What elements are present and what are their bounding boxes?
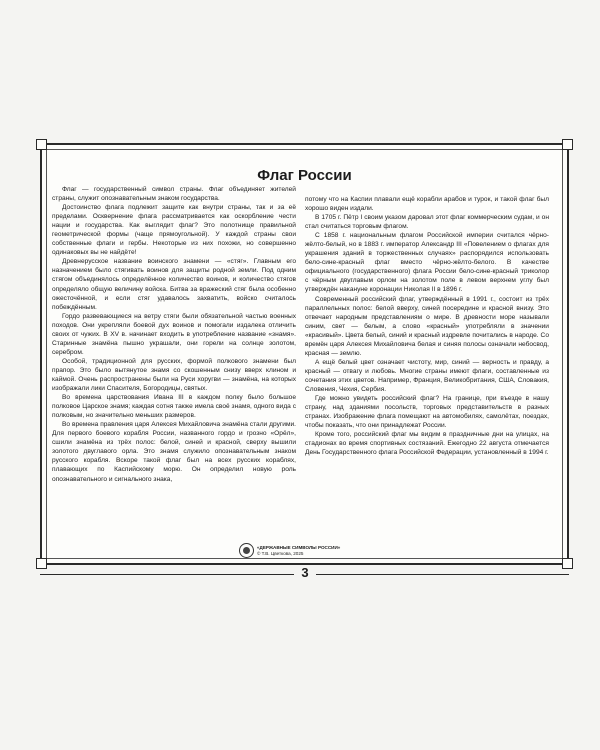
paragraph: В 1705 г. Пётр I своим указом даровал этот флаг коммерческим судам, и он стал считаться торговым флагом.: [305, 214, 549, 231]
publisher-logo-icon: [239, 543, 254, 558]
paragraph: А ещё белый цвет означает чистоту, мир, синий — верность и правду, а красный — отвагу и любовь. Многие страны имеют флаги, составленные из сочетания этих цветов. Например, Франция, Великобритания, США, Словакия, Словения, Чехия, Сербия.: [305, 358, 549, 393]
paragraph: Гордо развевающиеся на ветру стяги были обязательной частью военных походов. Они укрепляли боевой дух воинов и помогали издалека отличить своих от чужих. В XV в. начинает входить в употребление название «знамя». Старинные знамёна пышно украшали, они горели на солнце золотом, серебром.: [52, 312, 296, 356]
frame-corner-ornament: [36, 558, 47, 569]
paragraph: Кроме того, российский флаг мы видим в праздничные дни на улицах, на стадионах во время спортивных состязаний. Ежегодно 22 августа отмечается День Государственного флага Российской Федерации, установленный в 1994 г.: [305, 431, 549, 457]
left-column: [52, 185, 296, 484]
paragraph: Флаг — государственный символ страны. Флаг объединяет жителей страны, служит опознавательным знаком государства.: [52, 186, 296, 203]
paragraph: потому что на Каспии плавали ещё корабли арабов и турок, и такой флаг был хорошо виден издали.: [305, 196, 549, 213]
right-column: [305, 195, 549, 457]
paragraph: Достоинство флага подлежит защите как внутри страны, так и за её пределами. Осквернение флага рассматривается как оскорбление чести нации и государства. Как выглядит флаг? Это полотнище правильной геометрической формы (чаще прямоугольной). У каждой страны свои собственные флаги и гербы. Некоторые из них похожи, но совершенно одинаковых вы не найдёте!: [52, 204, 296, 257]
series-title: «ДЕРЖАВНЫЕ СИМВОЛЫ РОССИИ»: [257, 544, 341, 550]
paragraph: Во времена правления царя Алексея Михайловича знамёна стали другими. Для первого боевого корабля России, названного гордо и грозно «Орёл», сшили знамёна из трёх полос: белой, синей и красной, сверху вышили золотого двуглавого орла. Это знамя служило опознавательным знаком русского корабля. Вскоре такой флаг был на всех русских кораблях, плавающих по Каспийскому морю. Он определил новую роль опознавательного и сигнального знака,: [52, 421, 296, 483]
paragraph: Где можно увидеть российский флаг? На границе, при въезде в нашу страну, над зданиями посольств, торговых представительств в разных странах. Изображение флага помещают на автомобилях, самолётах, поездах, чтобы показать, что они принадлежат России.: [305, 395, 549, 430]
frame-corner-ornament: [36, 139, 47, 150]
paragraph: Особой, традиционной для русских, формой полкового знамени был прапор. Это было вытянутое знамя со скошенным снизу вверх клином и каймой. Очень распространены были на Руси хоругви — знамёна, на которых изображали лики Спасителя, Богородицы, святых.: [52, 357, 296, 393]
copyright-notice: © Т.В. Цветкова, 2025: [257, 550, 304, 556]
paragraph: Современный российский флаг, утверждённый в 1991 г., состоит из трёх параллельных полос: белой вверху, синей посередине и красной внизу. Это отвечает народным представлениям о мире. В древности море называли синим, свет — белым, а слово «красный» употребляли в значении «красивый». Цвета белый, синий и красный издревле почитались в народе. Со времён царя Алексея Михайловича белая и синяя полосы означали небосвод, красная — землю.: [305, 295, 549, 357]
publisher-footer: [239, 543, 340, 558]
frame-corner-ornament: [562, 139, 573, 150]
page-number: 3: [294, 565, 316, 580]
footer-text: [257, 545, 340, 557]
frame-corner-ornament: [562, 558, 573, 569]
page-title: Флаг России: [257, 167, 352, 184]
paragraph: Древнерусское название воинского знамени — «стяг». Главным его назначением было стягивать воинов для защиты родной земли. Под одним стягом объединялось определённое количество воинов, и количество стягов определяло общую величину войска. Битва за вражеский стяг была особенно ожесточённой, и если стяг удавалось захватить, войско считалось побеждённым.: [52, 258, 296, 311]
paragraph: С 1858 г. национальным флагом Российской империи считался чёрно-жёлто-белый, но в 1883 г. император Александр III «Повелением о флагах для украшения зданий в торжественных случаях» распорядился использовать бело-сине-красный флаг вместо чёрно-жёлто-белого. В качестве официального (государственного) флага России бело-сине-красный триколор с чёрным двуглавым орлом на золотом поле в левом верхнем углу был утверждён накануне коронации Николая II в 1896 г.: [305, 232, 549, 294]
paragraph: Во времена царствования Ивана III в каждом полку было большое полковое Царское знамя; каждая сотня также имела своё знамя, одного вида с полковым, но значительно меньших размеров.: [52, 394, 296, 420]
